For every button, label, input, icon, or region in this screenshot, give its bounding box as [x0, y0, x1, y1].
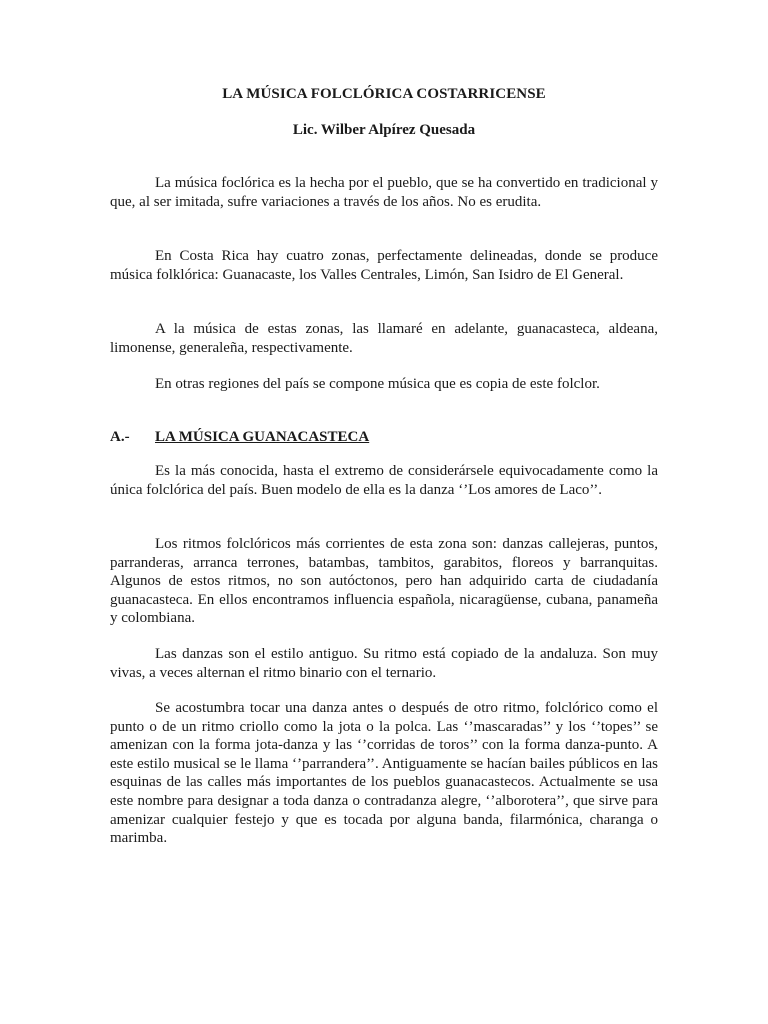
paragraph-section-a-1: Es la más conocida, hasta el extremo de considerársele equivocadamente como la única folclórica del país. Buen modelo de ella es la danza ‘’Los amores de Laco’’.: [110, 463, 658, 498]
paragraph-intro-3: A la música de estas zonas, las llamaré en adelante, guanacasteca, aldeana, limonense, generaleña, respectivamente.: [110, 321, 658, 356]
paragraph-intro-1: La música foclórica es la hecha por el pueblo, que se ha convertido en tradicional y que, al ser imitada, sufre variaciones a través de los años. No es erudita.: [110, 175, 658, 210]
document-author: Lic. Wilber Alpírez Quesada: [292, 122, 476, 138]
document-page: [110, 0, 658, 1024]
section-number: A.-: [110, 429, 130, 445]
paragraph-intro-2: En Costa Rica hay cuatro zonas, perfectamente delineadas, donde se produce música folklórica: Guanacaste, los Valles Centrales, Limón, San Isidro de El General.: [110, 248, 658, 283]
paragraph-section-a-3: Las danzas son el estilo antiguo. Su ritmo está copiado de la andaluza. Son muy vivas, a veces alternan el ritmo binario con el ternario.: [110, 646, 658, 681]
paragraph-section-a-4: Se acostumbra tocar una danza antes o después de otro ritmo, folclórico como el punto o de un ritmo criollo como la jota o la polca. Las ‘’mascaradas’’ y los ‘’topes’’ se amenizan con la forma jota-danza y las ‘’corridas de toros’’ con la forma danza-punto. A este estilo musical se le llama ‘’parrandera’’. Antiguamente se hacían bailes públicos en las esquinas de las calles más importantes de los pueblos guanacastecos. Actualmente se usa este nombre para designar a toda danza o contradanza alegre, ‘’alborotera’’, que sirve para amenizar cualquier festejo y que es tocada por alguna banda, filarmónica, charanga o marimba.: [110, 700, 658, 847]
section-heading-a: [110, 429, 658, 446]
paragraph-section-a-2: Los ritmos folclóricos más corrientes de esta zona son: danzas callejeras, puntos, parranderas, arranca terrones, batambas, tambitos, garabitos, floreos y barranquitas. Algunos de estos ritmos, no son autóctonos, pero han adquirido carta de ciudadanía guanacasteca. En ellos encontramos influencia española, nicaragüense, cubana, panameña y colombiana.: [110, 536, 658, 627]
document-title: LA MÚSICA FOLCLÓRICA COSTARRICENSE: [222, 86, 546, 102]
paragraph-intro-4: En otras regiones del país se compone música que es copia de este folclor.: [155, 376, 600, 392]
section-title: LA MÚSICA GUANACASTECA: [155, 429, 370, 445]
